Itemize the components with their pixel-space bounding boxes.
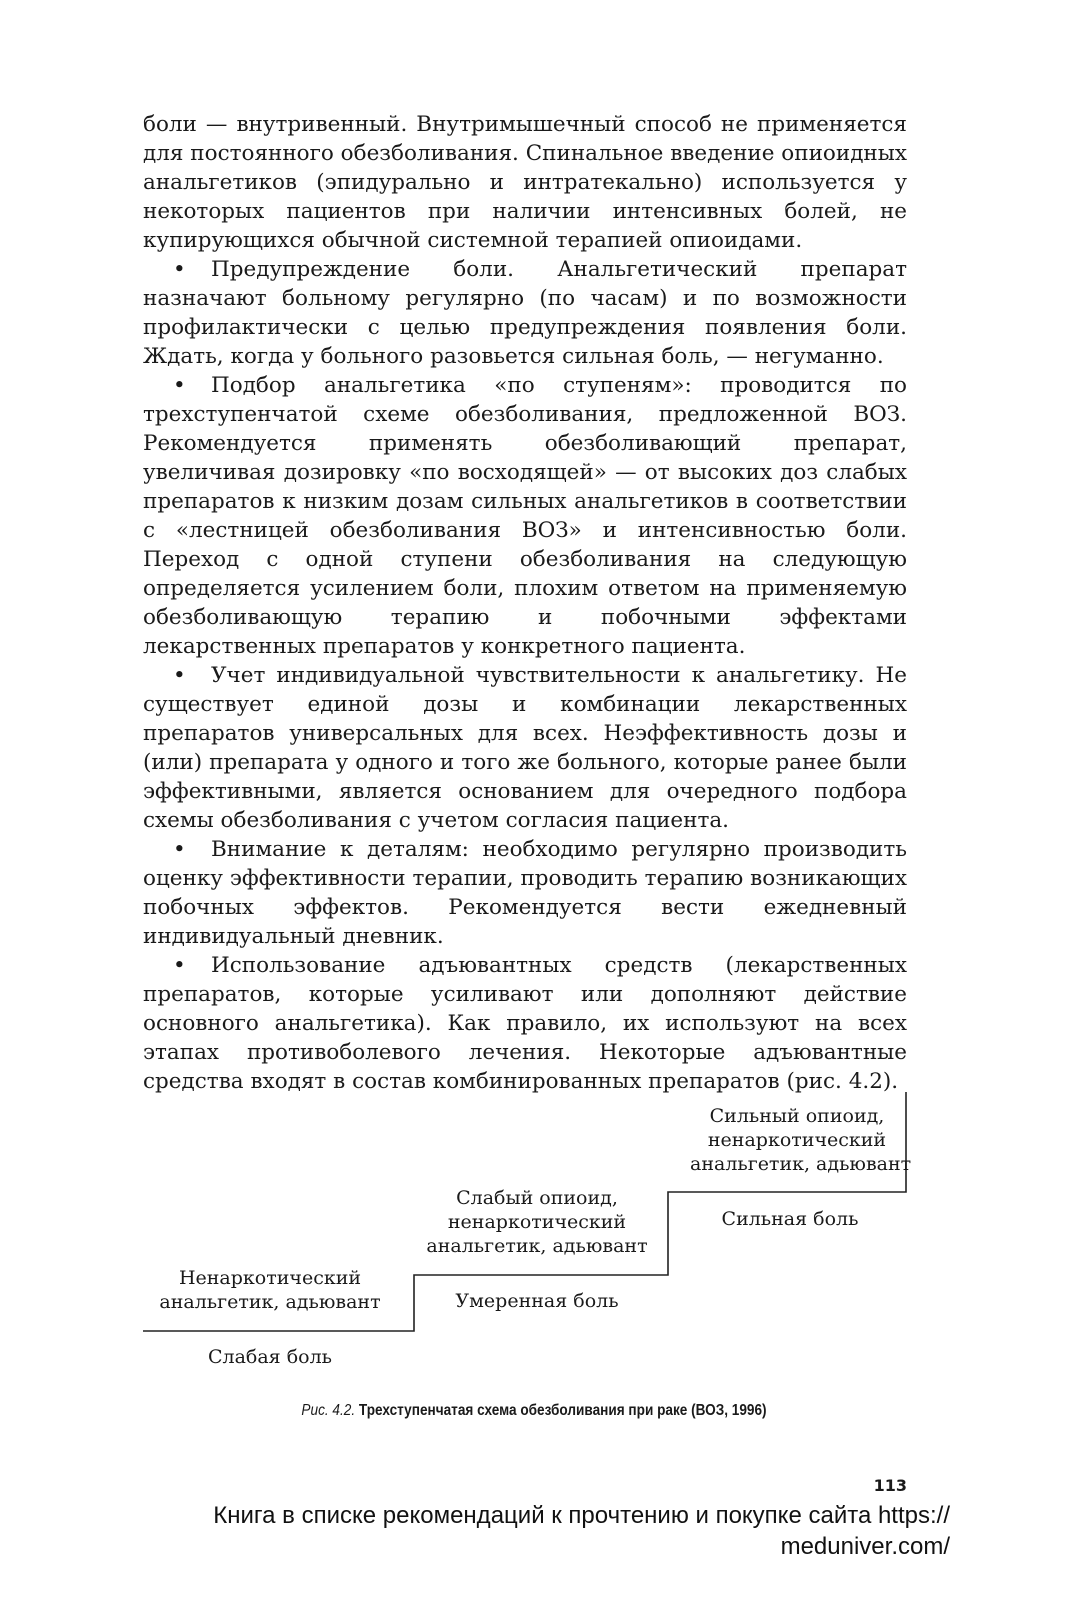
bullet-icon: •: [173, 663, 186, 688]
bullet-item: [143, 951, 907, 1096]
paragraph: боли — внутривенный. Внутримышечный способ не применяется для постоянного обезболивания. Спинальное введение опиоидных анальгетиков (эпидурально и интратекально) используется у некоторых пациентов при наличии интенсивных болей, не купирующихся обычной системной терапией опиоидами.: [143, 112, 907, 253]
bullet-item: [143, 255, 907, 371]
step-1-treatment: Ненаркотический анальгетик, адьювант: [159, 1267, 381, 1313]
bullet-icon: •: [173, 837, 186, 862]
bullet-text: Предупреждение боли. Анальгетический препарат назначают больному регулярно (по часам) и по возможности профилактически с целью предупреждения появления боли. Ждать, когда у больного разовьется сильная боль, — негуманно.: [143, 257, 907, 369]
bullet-icon: •: [173, 373, 186, 398]
page-number: 113: [873, 1476, 907, 1495]
caption-prefix: Рис. 4.2.: [301, 1402, 356, 1419]
bullet-icon: •: [173, 257, 186, 282]
caption-title: Трехступенчатая схема обезболивания при раке (ВОЗ, 1996): [358, 1402, 767, 1419]
step-3-treatment: Сильный опиоид, ненаркотический анальгетик, адьювант: [690, 1105, 912, 1175]
step-1-pain: Слабая боль: [207, 1346, 333, 1368]
step-3-pain: Сильная боль: [721, 1208, 859, 1230]
figure-caption: [80, 1402, 988, 1420]
footer-line-2: meduniver.com/: [780, 1533, 950, 1560]
bullet-icon: •: [173, 953, 186, 978]
step-2-treatment: Слабый опиоид, ненаркотический анальгетик, адьювант: [426, 1187, 648, 1257]
bullet-text: Учет индивидуальной чувствительности к анальгетику. Не существует единой дозы и комбинации лекарственных препаратов универсальных для всех. Неэффективность дозы и (или) препарата у одного и того же больного, которые ранее были эффективными, является основанием для очередного подбора схемы обезболивания с учетом согласия пациента.: [143, 663, 907, 833]
footer-note: [90, 1500, 950, 1562]
bullet-text: Внимание к деталям: необходимо регулярно производить оценку эффективности терапии, проводить терапию возникающих побочных эффектов. Рекомендуется вести ежедневный индивидуальный дневник.: [143, 837, 907, 949]
bullet-item: [143, 835, 907, 951]
bullet-text: Использование адъювантных средств (лекарственных препаратов, которые усиливают или дополняют действие основного анальгетика). Как правило, их используют на всех этапах противоболевого лечения. Некоторые адъювантные средства входят в состав комбинированных препаратов (рис. 4.2).: [143, 953, 907, 1094]
body-text: [143, 110, 907, 1096]
bullet-text: Подбор анальгетика «по ступеням»: проводится по трехступенчатой схеме обезболивания, предложенной ВОЗ. Рекомендуется применять обезболивающий препарат, увеличивая дозировку «по восходящей» — от высоких доз слабых препаратов к низким дозам сильных анальгетиков в соответствии с «лестницей обезболивания ВОЗ» и интенсивностью боли. Переход с одной ступени обезболивания на следующую определяется усилением боли, плохим ответом на применяемую обезболивающую терапию и побочными эффектами лекарственных препаратов у конкретного пациента.: [143, 373, 907, 659]
footer-line-1: Книга в списке рекомендаций к прочтению и покупке сайта https://: [213, 1502, 950, 1529]
bullet-item: [143, 661, 907, 835]
bullet-item: [143, 371, 907, 661]
step-2-pain: Умеренная боль: [455, 1290, 619, 1312]
